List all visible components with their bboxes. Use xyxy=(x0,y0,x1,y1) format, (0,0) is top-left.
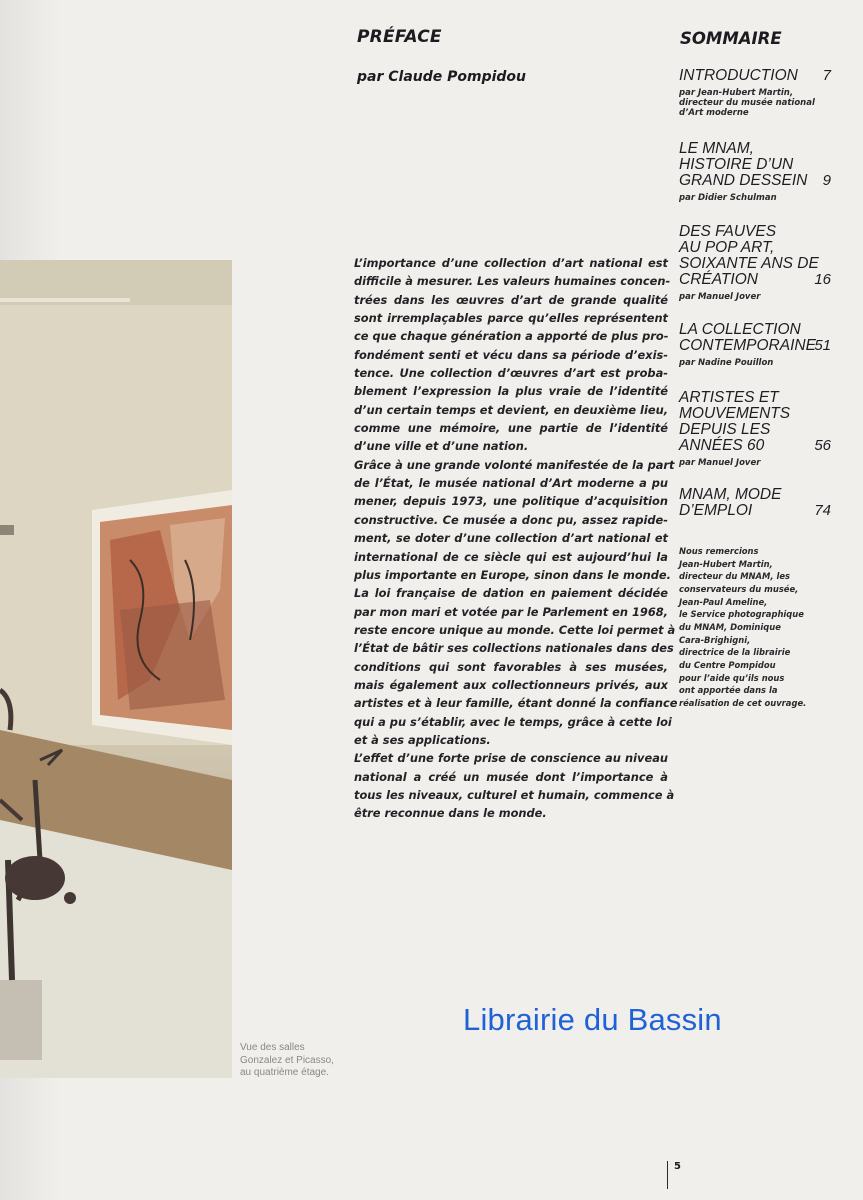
caption-line: Vue des salles xyxy=(240,1042,305,1053)
preface-line: et à ses applications. xyxy=(354,732,491,747)
preface-line: international de ce siècle qui est aujourd’hui la xyxy=(354,549,668,564)
toc-author-line: par Nadine Pouillon xyxy=(679,358,774,368)
preface-line: difficile à mesurer. Les valeurs humaines concen- xyxy=(354,274,671,289)
folio-rule xyxy=(667,1161,668,1189)
toc-heading-line: HISTOIRE D’UN xyxy=(679,156,794,173)
toc-entry[interactable] xyxy=(679,322,831,368)
toc-page-number: 51 xyxy=(814,337,831,354)
preface-author: par Claude Pompidou xyxy=(357,69,527,85)
page-number: 5 xyxy=(674,1161,681,1172)
acknowledgement-line: pour l’aide qu’ils nous xyxy=(679,672,785,683)
acknowledgement-line: Cara-Brighigni, xyxy=(679,634,751,645)
toc-author xyxy=(679,193,831,203)
preface-line: artistes et à leur famille, étant donné la confiance xyxy=(354,696,678,711)
watermark: Librairie du Bassin xyxy=(463,1002,722,1037)
preface-line: fondément senti et vécu dans sa période d’exis- xyxy=(354,347,668,362)
toc-heading-line: ARTISTES ET xyxy=(679,389,779,406)
preface-line: mais également aux collectionneurs privés, aux xyxy=(354,677,668,692)
toc-heading-line: MOUVEMENTS xyxy=(679,405,791,422)
acknowledgement-line: Nous remercions xyxy=(679,546,759,556)
preface-line: conditions qui sont favorables à ses musées, xyxy=(354,659,668,674)
preface-line: L’effet d’une forte prise de conscience au niveau xyxy=(354,751,668,766)
toc-author-line: par Manuel Jover xyxy=(679,458,761,468)
toc-page-number: 74 xyxy=(814,502,831,519)
toc-heading xyxy=(679,224,831,288)
toc-entry[interactable] xyxy=(679,487,831,519)
preface-line: ment, se doter d’une collection d’art national et xyxy=(354,531,668,546)
preface-line: ce que chaque génération a apporté de plus pro- xyxy=(354,329,669,344)
gallery-photo xyxy=(0,260,232,1078)
preface-line: l’État de bâtir ses collections nationales dans des xyxy=(354,641,674,656)
preface-line: sont irremplaçables parce qu’elles représentent xyxy=(354,311,668,326)
toc-heading-line: ANNÉES 60 56 xyxy=(679,437,831,454)
preface-line: d’un certain temps et devient, en deuxième lieu, xyxy=(354,402,669,417)
toc-entry[interactable] xyxy=(679,390,831,468)
preface-title: PRÉFACE xyxy=(357,27,442,47)
acknowledgement-line: le Service photographique xyxy=(679,609,804,620)
toc-heading xyxy=(679,487,831,519)
preface-line: être reconnue dans le monde. xyxy=(354,806,547,821)
toc-page-number: 16 xyxy=(814,271,831,288)
acknowledgement-line: ont apportée dans la xyxy=(679,685,778,696)
preface-line: par mon mari et votée par le Parlement en 1968, xyxy=(354,604,668,619)
acknowledgement-line: directrice de la librairie xyxy=(679,647,791,658)
toc-heading-line: DES FAUVES xyxy=(679,223,777,240)
acknowledgement-line: du Centre Pompidou xyxy=(679,659,776,670)
acknowledgement-line: Jean-Hubert Martin, xyxy=(679,558,773,569)
preface-line: qui a pu s’établir, avec le temps, grâce à cette loi xyxy=(354,714,672,729)
toc-heading-line: CONTEMPORAINE 51 xyxy=(679,337,831,354)
preface-body-text xyxy=(354,254,678,823)
toc-author-line: par Manuel Jover xyxy=(679,292,761,302)
toc-heading-line: INTRODUCTION 7 xyxy=(679,67,831,84)
toc-heading-line: MNAM, MODE xyxy=(679,486,782,503)
sommaire-title: SOMMAIRE xyxy=(680,29,782,48)
preface-line: mener, depuis 1973, une politique d’acquisition xyxy=(354,494,668,509)
toc-author xyxy=(679,358,831,368)
toc-author-line: directeur du musée national xyxy=(679,98,815,109)
toc-heading-line: CRÉATION 16 xyxy=(679,271,831,288)
preface-line: d’une ville et d’une nation. xyxy=(354,439,529,454)
acknowledgement-line: réalisation de cet ouvrage. xyxy=(679,697,807,708)
toc-author-line: par Didier Schulman xyxy=(679,193,777,203)
toc-entry[interactable] xyxy=(679,141,831,203)
caption-line: au quatrième étage. xyxy=(240,1067,329,1078)
toc-heading-line: GRAND DESSEIN 9 xyxy=(679,172,831,189)
preface-line: constructive. Ce musée a donc pu, assez rapide- xyxy=(354,512,668,527)
toc-heading-line: LE MNAM, xyxy=(679,140,754,157)
preface-line: comme une mémoire, une partie de l’identité xyxy=(354,421,668,436)
preface-line: La loi française de dation en paiement décidée xyxy=(354,586,668,601)
preface-line: national a créé un musée dont l’importance à xyxy=(354,769,668,784)
preface-line: L’importance d’une collection d’art national est xyxy=(354,256,668,270)
acknowledgement-line: Jean-Paul Ameline, xyxy=(679,596,768,607)
preface-line: blement l’expression la plus vraie de l’identité xyxy=(354,384,668,399)
toc-heading xyxy=(679,141,831,189)
acknowledgement-line: conservateurs du musée, xyxy=(679,583,799,594)
toc-entry[interactable] xyxy=(679,68,831,119)
toc-heading xyxy=(679,68,831,84)
preface-line: reste encore unique au monde. Cette loi permet à xyxy=(354,622,676,637)
toc-heading xyxy=(679,390,831,454)
toc-entry[interactable] xyxy=(679,224,831,302)
preface-line: tence. Une collection d’œuvres d’art est proba- xyxy=(354,366,668,381)
toc-page-number: 9 xyxy=(822,172,831,189)
toc-author-line: par Jean-Hubert Martin, xyxy=(679,88,794,98)
toc-page-number: 7 xyxy=(822,67,831,84)
preface-line: tous les niveaux, culturel et humain, commence à xyxy=(354,787,675,802)
acknowledgement-line: du MNAM, Dominique xyxy=(679,621,781,632)
acknowledgements xyxy=(679,545,831,710)
caption-line: Gonzalez et Picasso, xyxy=(240,1054,334,1066)
toc-author xyxy=(679,458,831,468)
toc-heading xyxy=(679,322,831,354)
toc-heading-line: LA COLLECTION xyxy=(679,321,801,338)
toc-author-line: d’Art moderne xyxy=(679,108,749,119)
photo-caption xyxy=(240,1042,350,1080)
toc-author xyxy=(679,292,831,302)
toc-heading-line: AU POP ART, xyxy=(679,239,775,256)
toc-author xyxy=(679,88,831,119)
acknowledgement-line: directeur du MNAM, les xyxy=(679,571,790,582)
preface-line: plus importante en Europe, sinon dans le monde. xyxy=(354,567,671,582)
toc-heading-line: SOIXANTE ANS DE xyxy=(679,255,819,272)
preface-line: de l’État, le musée national d’Art moderne a pu xyxy=(354,476,668,491)
preface-line: trées dans les œuvres d’art de grande qualité xyxy=(354,292,668,307)
preface-line: Grâce à une grande volonté manifestée de la part xyxy=(354,457,675,472)
toc-page-number: 56 xyxy=(814,437,831,454)
toc-heading-line: D’EMPLOI 74 xyxy=(679,502,831,519)
toc-heading-line: DEPUIS LES xyxy=(679,421,771,438)
